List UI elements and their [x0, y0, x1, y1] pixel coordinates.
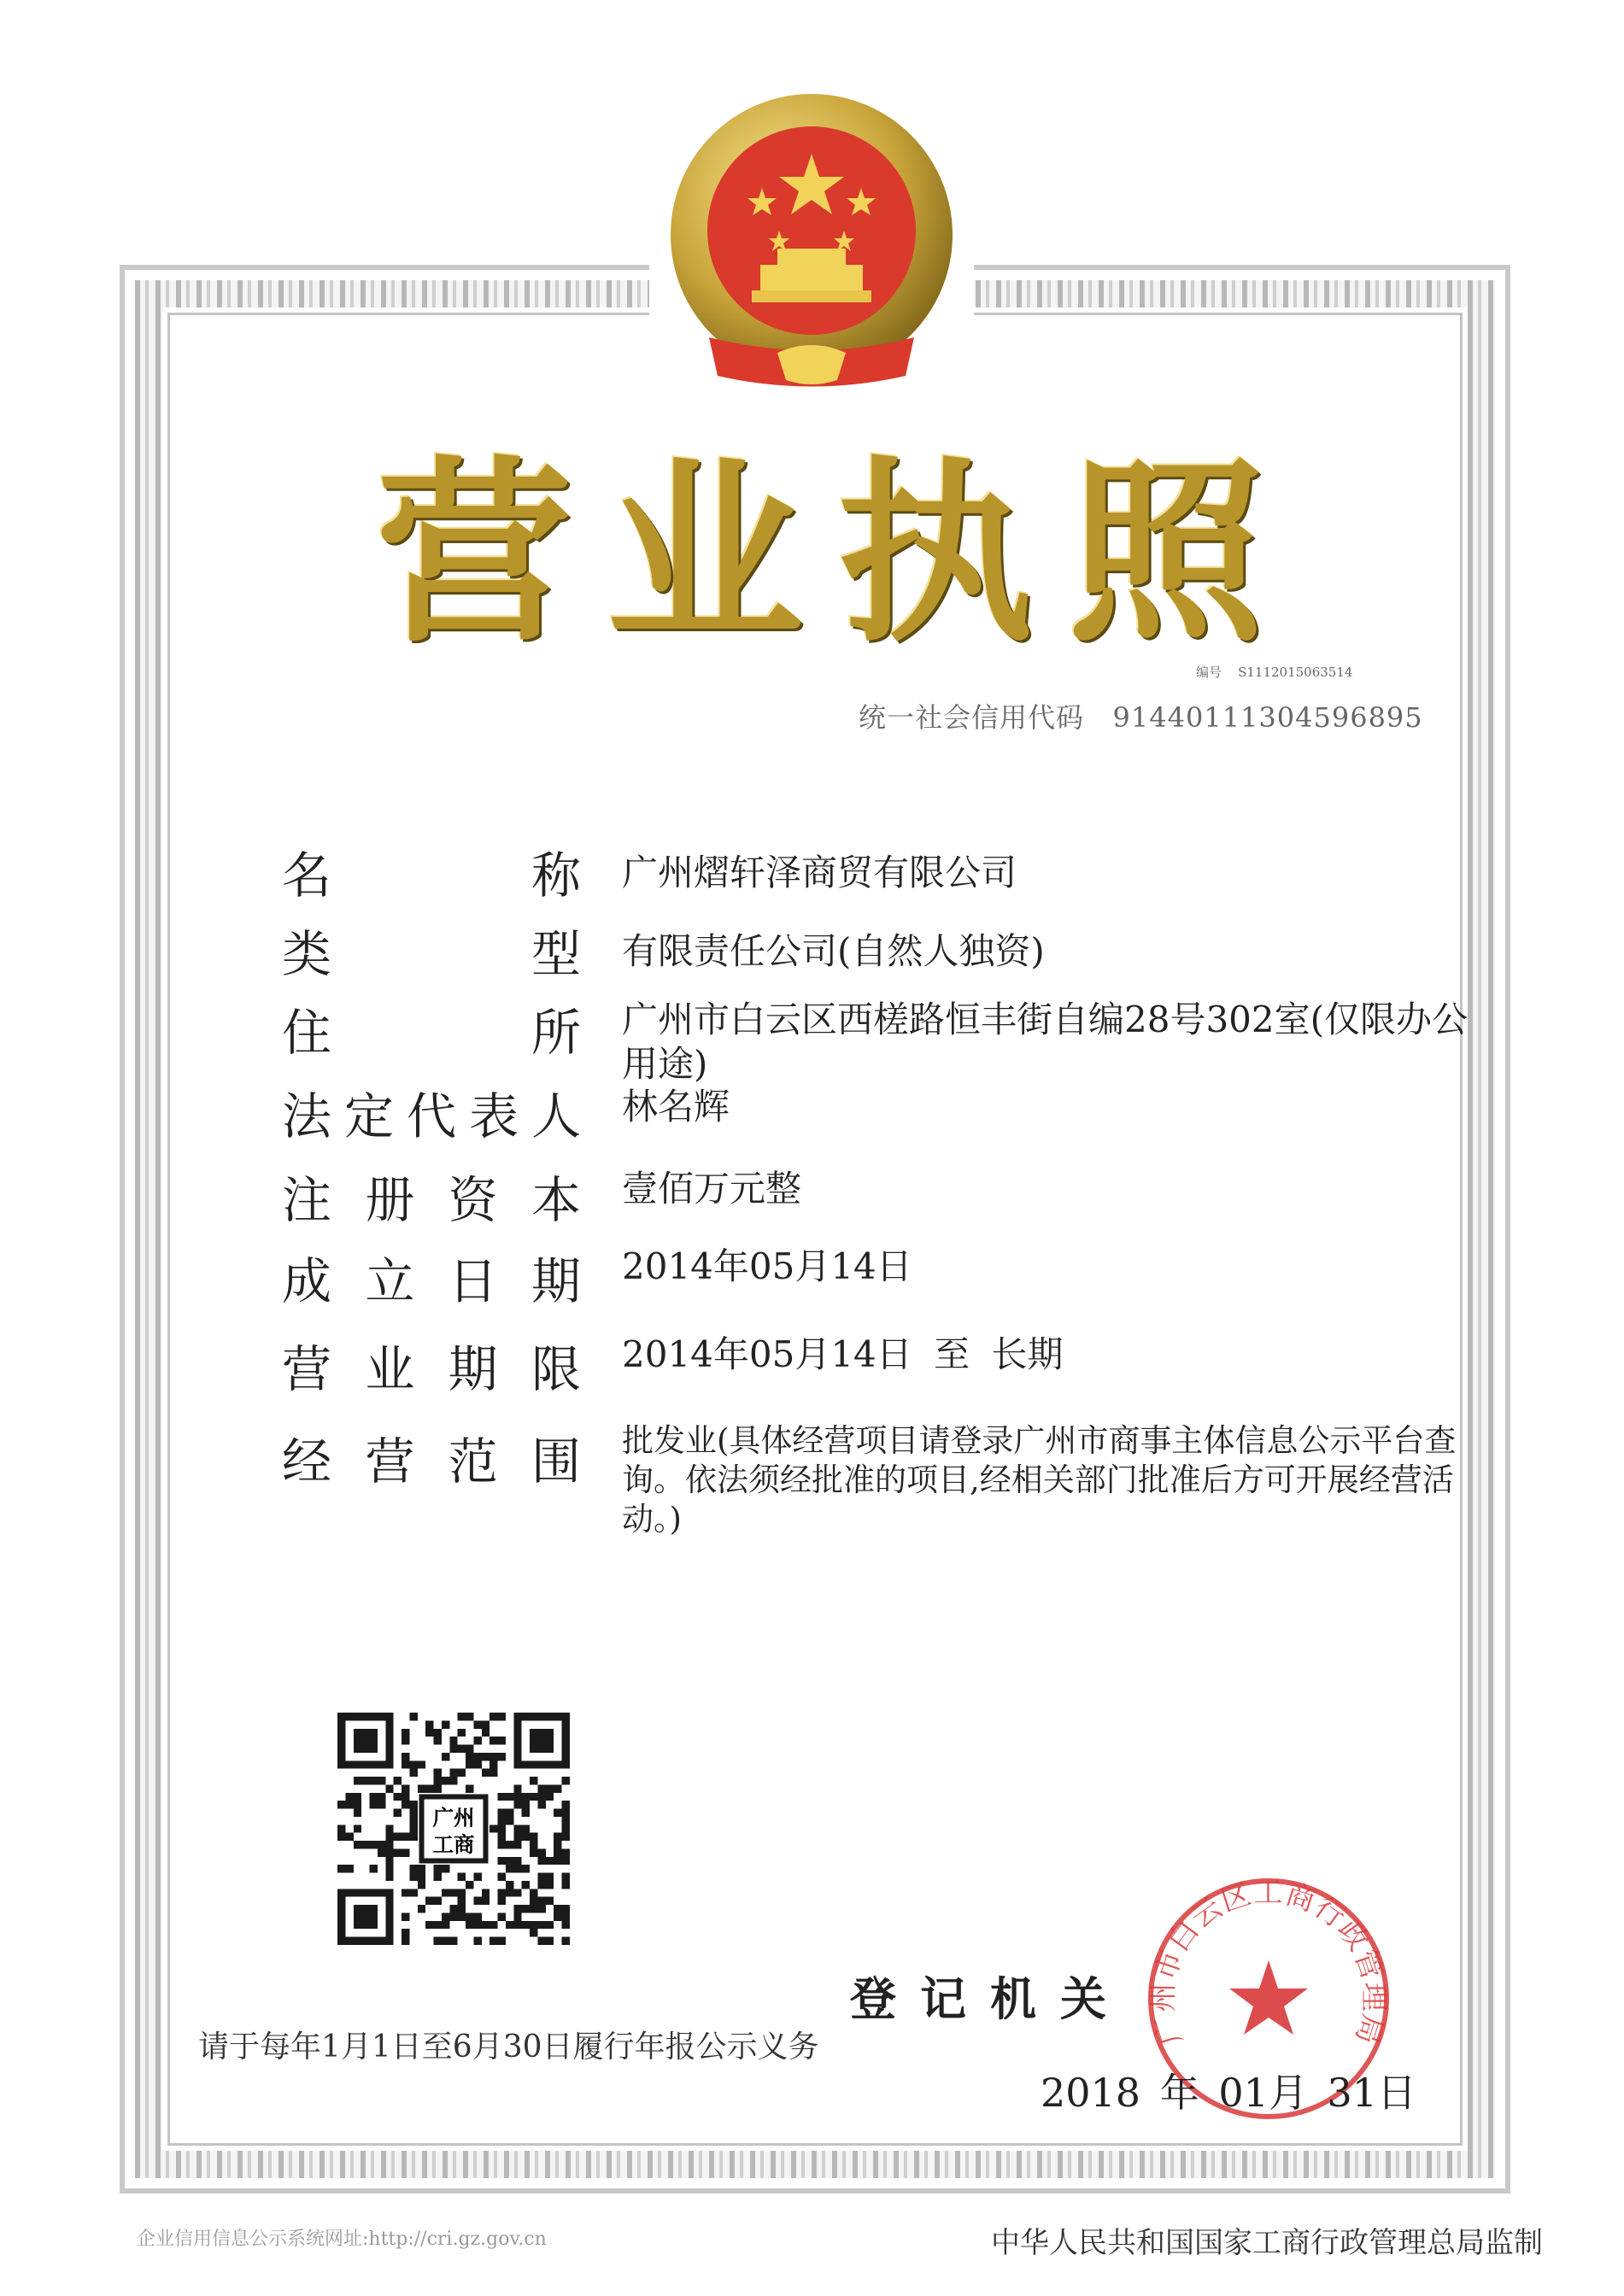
date-month: 01月: [1218, 2070, 1308, 2116]
field-row-name: [282, 846, 1017, 905]
annual-report-notice: 请于每年1月1日至6月30日履行年报公示义务: [198, 2030, 819, 2065]
serial-number: [1196, 663, 1352, 681]
document-title: [376, 441, 1264, 669]
field-row-address: [282, 999, 1468, 1085]
field-row-capital: [282, 1168, 802, 1230]
field-value: 广州市白云区西槎路恒丰街自编28号302室(仅限办公用途): [622, 999, 1468, 1085]
date-year: 2018: [1041, 2070, 1141, 2116]
field-row-established: [282, 1245, 912, 1311]
field-label: 类 型: [282, 925, 581, 983]
registration-authority-label: 登记机关: [850, 1972, 1130, 2026]
credit-code-label: 统一社会信用代码: [859, 701, 1085, 734]
title-char: 业: [606, 441, 803, 669]
field-value: 广州熠轩泽商贸有限公司: [622, 852, 1017, 893]
credit-code: [859, 696, 1423, 735]
footer-issuer: 中华人民共和国国家工商行政管理总局监制: [991, 2226, 1543, 2260]
qr-center-label: 工商: [432, 1832, 475, 1858]
field-label: 成 立 日 期: [282, 1252, 581, 1310]
field-label: 注 册 资 本: [282, 1171, 581, 1229]
seal-text: 广州市白云区工商行政管理局: [1146, 1876, 1392, 2049]
field-row-type: [282, 924, 1045, 984]
field-label: 经 营 范 围: [282, 1432, 581, 1491]
field-label: 住 所: [282, 1004, 581, 1062]
field-value: 林名辉: [622, 1086, 730, 1128]
field-row-legal-rep: [282, 1086, 730, 1146]
field-label: 名 称: [282, 846, 581, 905]
issue-date: [1041, 2062, 1416, 2118]
date-day: 31日: [1327, 2070, 1417, 2116]
serial-label: 编号: [1196, 665, 1222, 680]
field-row-term: [282, 1333, 1064, 1399]
field-label: 营 业 期 限: [282, 1340, 581, 1398]
date-year-unit: 年: [1159, 2070, 1199, 2116]
title-char: 执: [836, 441, 1034, 669]
field-value: 2014年05月14日: [622, 1245, 912, 1287]
national-emblem-icon: [649, 81, 974, 406]
field-label: 法 定 代 表 人: [282, 1087, 581, 1145]
field-row-scope: [282, 1422, 1457, 1538]
field-value: 2014年05月14日 至 长期: [622, 1333, 1064, 1375]
field-value: 有限责任公司(自然人独资): [622, 930, 1045, 972]
serial-value: S1112015063514: [1238, 665, 1353, 680]
field-value: 壹佰万元整: [622, 1168, 802, 1210]
title-char: 照: [1067, 441, 1264, 669]
field-value: 批发业(具体经营项目请登录广州市商事主体信息公示平台查询。依法须经批准的项目,经相关部门批准后方可开展经营活动。): [622, 1422, 1457, 1538]
title-char: 营: [376, 441, 573, 669]
qr-code-icon: [337, 1713, 570, 1945]
footer-website: 企业信用信息公示系统网址:http://cri.gz.gov.cn: [137, 2229, 547, 2250]
credit-code-value: 91440111304596895: [1112, 701, 1423, 734]
qr-center-label: 广州: [432, 1805, 475, 1830]
